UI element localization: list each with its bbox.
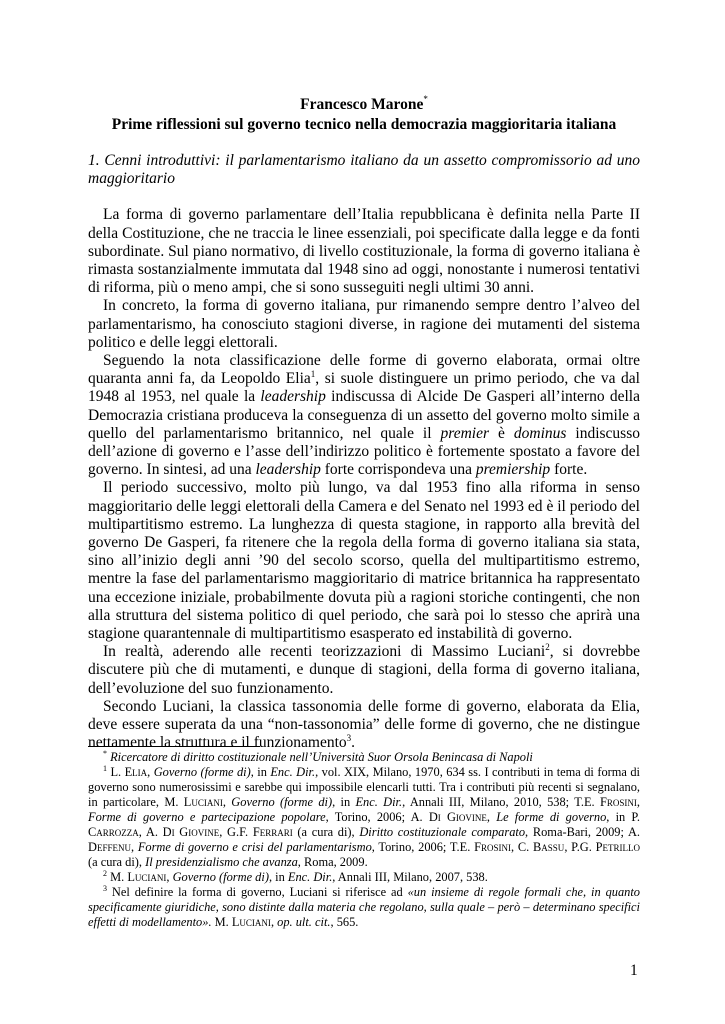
author-surname: Petrillo xyxy=(595,840,641,854)
author-surname: Luciani xyxy=(183,795,223,809)
footnote-ref-3[interactable]: 3 xyxy=(346,733,352,744)
t: , xyxy=(147,765,154,779)
t: M. xyxy=(211,915,232,929)
text-run: , si dovrebbe discutere più che di mutamenti, e dunque di stagioni, della forma di governo italiana, dell’evoluzione del suo funzionamento. xyxy=(88,643,640,697)
t: , in xyxy=(268,870,288,884)
t: , P.G. xyxy=(564,840,596,854)
t: , xyxy=(130,840,138,854)
paragraph-6 xyxy=(88,698,640,753)
work-title: Governo (forme di) xyxy=(153,765,251,779)
work-title: Enc. Dir. xyxy=(270,765,316,779)
text-run: forte. xyxy=(550,461,588,479)
italic-term: premiership xyxy=(475,461,551,479)
footnote-text: Ricercatore di diritto costituzionale nell’Università Suor Orsola Benincasa di Napoli xyxy=(110,750,533,764)
text-run: è xyxy=(489,424,514,442)
t: , Annali III, Milano, 2007, 538. xyxy=(332,870,488,884)
author-surname: Luciani xyxy=(231,915,271,929)
text-run: indiscussa di Alcide De Gasperi all’interno della Democrazia cristiana produceva la conseguenza di un assetto del governo molto simile a quello del parlamentarismo britannico, nel quale il xyxy=(88,388,640,442)
quotation: «un insieme di regole formali che, in quanto specificamente giuridiche, sono distinte dalla materia che regolano, sulla quale – però – determinano specifici effetti di modellamento». xyxy=(88,885,640,929)
text-run: In realtà, aderendo alle recenti teorizzazioni di Massimo Luciani xyxy=(103,643,546,661)
t: , xyxy=(636,795,640,809)
paragraph-1: La forma di governo parlamentare dell’Italia repubblicana è definita nella Parte II della Costituzione, che ne traccia le linee essenziali, poi specificate dalla legge e da fonti subordinate. Sul piano normativo, di livello costituzionale, la forma di governo italiana è rimasta sostanzialmente immutata dal 1948 sino ad oggi, nonostante i numerosi tentativi di riforma, più o meno ampi, che si sono susseguiti negli ultimi 30 anni. xyxy=(88,206,640,297)
t: L. xyxy=(107,765,125,779)
work-title: Governo (forme di) xyxy=(172,870,269,884)
work-title: op. ult. cit. xyxy=(277,915,331,929)
paragraph-2: In concreto, la forma di governo italiana, pur rimanendo sempre dentro l’alveo del parlamentarismo, ha conosciuto stagioni diverse, in ragione dei mutamenti del sistema politico e delle leggi elettorali. xyxy=(88,297,640,351)
author-surname: Carrozza xyxy=(88,825,139,839)
author-surname: Deffenu xyxy=(88,840,131,854)
text-run: forte corrispondeva una xyxy=(320,461,476,479)
footnote-mark: 1 xyxy=(103,764,107,773)
footnote-mark: 3 xyxy=(103,884,107,893)
t: , Roma-Bari, 2009; A. xyxy=(525,825,641,839)
author-surname: Bassu xyxy=(533,840,565,854)
footnote-ref-1[interactable]: 1 xyxy=(310,369,316,380)
footnote-1 xyxy=(88,765,640,870)
work-title: Le forme di governo xyxy=(496,810,607,824)
t: , xyxy=(222,795,232,809)
footnote-separator xyxy=(88,746,260,747)
t: , Annali III, Milano, 2010, 538; T.E. xyxy=(402,795,600,809)
t: (a cura di), xyxy=(292,825,360,839)
t: , Torino, 2006; T.E. xyxy=(371,840,475,854)
t: , in xyxy=(250,765,271,779)
t: , A. xyxy=(138,825,163,839)
t: Nel definire la forma di governo, Luciani si riferisce ad xyxy=(107,885,408,899)
footnote-ref-2[interactable]: 2 xyxy=(545,642,550,653)
t: , in P. xyxy=(606,810,641,824)
body-text xyxy=(88,206,640,752)
author-name: Francesco Marone xyxy=(300,96,424,113)
work-title: Forme di governo e partecipazione popolare xyxy=(88,810,326,824)
footnote-2 xyxy=(88,870,640,885)
text-run: , si suole distinguere un primo periodo, che va dal 1948 al 1953, nel quale la xyxy=(88,370,640,406)
t: , Torino, 2006; A. xyxy=(325,810,429,824)
italic-term: leadership xyxy=(260,388,326,406)
author-footnote-mark: * xyxy=(423,94,428,104)
footnote-mark: * xyxy=(103,749,107,758)
section-heading: 1. Cenni introduttivi: il parlamentarismo italiano da un assetto compromissorio ad uno maggioritario xyxy=(88,152,640,188)
work-title: Il presidenzialismo che avanza xyxy=(145,855,298,869)
t: , 565. xyxy=(330,915,359,929)
author-surname: Di Giovine xyxy=(162,825,220,839)
footnote-3 xyxy=(88,885,640,930)
document-page xyxy=(88,96,640,753)
italic-term: leadership xyxy=(255,461,321,479)
author-surname: Frosini xyxy=(599,795,637,809)
author-surname: Ferrari xyxy=(252,825,293,839)
work-title: Forme di governo e crisi del parlamentarismo xyxy=(137,840,372,854)
paragraph-4: Il periodo successivo, molto più lungo, va dal 1953 fino alla riforma in senso maggioritario delle leggi elettorali della Camera e del Senato nel 1993 ed è il periodo del multipartitismo estremo. La lunghezza di questa stagione, in rapporto alla brevità del governo De Gasperi, fa ritenere che la regola della forma di governo italiana sia stata, sino all’inizio degli anni ’90 del secolo scorso, quella del multipartitismo estremo, mentre la fase del parlamentarismo maggioritario di matrice britannica ha rappresentato una eccezione iniziale, probabilmente dovuta più a ragioni storiche contingenti, che non alla struttura del sistema politico di quel periodo, che sarà poi lo stesso che aprirà una stagione quarantennale di multipartitismo esasperato ed instabilità di governo. xyxy=(88,479,640,643)
work-title: Governo (forme di) xyxy=(231,795,333,809)
t: M. xyxy=(107,870,128,884)
t: , C. xyxy=(511,840,534,854)
italic-term: premier xyxy=(440,424,490,442)
footnote-author xyxy=(88,750,640,765)
author-surname: Elia xyxy=(124,765,148,779)
t: , xyxy=(486,810,497,824)
author-surname: Frosini xyxy=(474,840,512,854)
t: , Roma, 2009. xyxy=(297,855,368,869)
paper-title: Prime riflessioni sul governo tecnico nella democrazia maggioritaria italiana xyxy=(111,116,617,133)
paragraph-5 xyxy=(88,643,640,698)
author-line xyxy=(88,96,640,114)
italic-term: dominus xyxy=(513,424,567,442)
footnote-mark: 2 xyxy=(103,869,107,878)
work-title: Diritto costituzionale comparato xyxy=(359,825,526,839)
text-run: . xyxy=(351,734,356,752)
t: , xyxy=(166,870,173,884)
footnotes xyxy=(88,750,640,930)
page-number: 1 xyxy=(630,962,638,979)
text-run: Seguendo la nota classificazione delle forme di governo elaborata, ormai oltre quaranta anni fa, da Leopoldo Elia xyxy=(88,352,640,388)
text-run: indiscusso dell’azione di governo e l’asse dell’indirizzo politico è fortemente spostato a favore del governo. In sintesi, ad una xyxy=(88,424,640,479)
author-surname: Di Giovine xyxy=(428,810,487,824)
work-title: Enc. Dir. xyxy=(287,870,333,884)
t: , xyxy=(270,915,278,929)
t: , in xyxy=(332,795,356,809)
t: , vol. XIX, Milano, 1970, 634 ss. I contributi in tema di forma di governo sono numerosissimi e sarebbe qui impossibile elencarli tutti. Tra i contributi più recenti si segnalano, in particolare, M. xyxy=(88,765,640,809)
paragraph-3 xyxy=(88,352,640,479)
author-surname: Luciani xyxy=(127,870,167,884)
t: (a cura di), xyxy=(88,855,146,869)
t: , G.F. xyxy=(219,825,253,839)
text-run: Secondo Luciani, la classica tassonomia delle forme di governo, elaborata da Elia, deve essere superata da una “non-tassonomia” delle forme di governo, che ne distingue nettamente la struttura e il funzionamento xyxy=(88,697,640,752)
work-title: Enc. Dir. xyxy=(355,795,403,809)
